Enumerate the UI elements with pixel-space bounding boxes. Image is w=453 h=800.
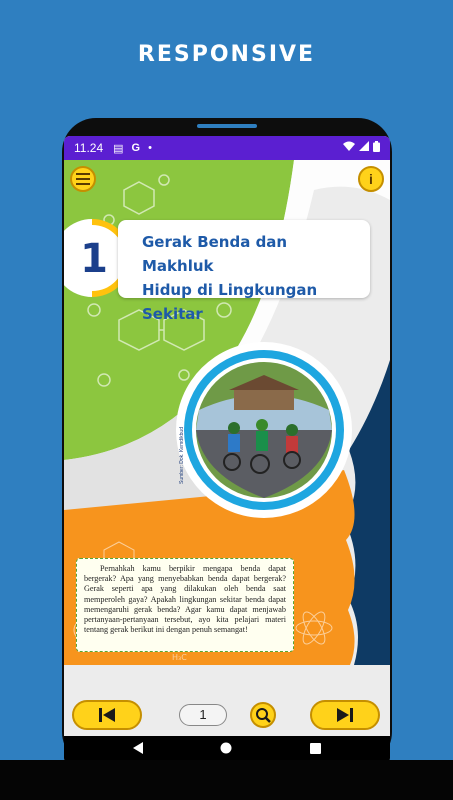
- back-icon[interactable]: [133, 741, 143, 759]
- chapter-title-card: [118, 220, 370, 323]
- g-icon: G: [131, 142, 141, 154]
- home-icon[interactable]: [220, 741, 232, 759]
- phone-speaker: [197, 124, 257, 128]
- skip-forward-icon: [336, 707, 354, 723]
- status-bar: [64, 136, 390, 160]
- menu-button[interactable]: [70, 166, 96, 192]
- status-time: 11.24: [74, 141, 104, 155]
- menu-icon: [76, 173, 90, 185]
- chapter-title-line2: Hidup di Lingkungan Sekitar: [142, 281, 318, 323]
- recents-icon[interactable]: [310, 741, 321, 759]
- signal-icon: [359, 141, 369, 155]
- intro-text-box: Pernahkah kamu berpikir mengapa benda dapat bergerak? Apa yang menyebabkan benda dapat bergerak? Gerak seperti apa yang dilakukan oleh benda saat memperoleh gaya? Apakah lingkungan sekitar benda dapat memengaruhi gerak benda? Agar kamu dapat menjawab pertanyaan-pertanyaan tersebut, ayo kita pelajari materi tentang gerak berikut ini dengan penuh semangat!: [76, 558, 294, 652]
- notes-icon: ▤: [113, 142, 124, 155]
- search-icon: [252, 704, 274, 726]
- book-page: [64, 160, 390, 692]
- dot-icon: •: [148, 142, 152, 154]
- battery-icon: [373, 141, 380, 155]
- previous-page-button[interactable]: [72, 700, 142, 730]
- phone-screen: [64, 136, 390, 764]
- wifi-icon: [343, 141, 355, 155]
- svg-text:H₃C: H₃C: [172, 653, 187, 662]
- info-icon: i: [369, 171, 373, 187]
- chapter-number: 1: [80, 236, 108, 282]
- page-heading: RESPONSIVE: [137, 42, 316, 67]
- info-button[interactable]: [358, 166, 384, 192]
- skip-back-icon: [98, 707, 116, 723]
- next-page-button[interactable]: [310, 700, 380, 730]
- bottom-toolbar: [64, 692, 390, 736]
- search-button[interactable]: [250, 702, 276, 728]
- bottom-strip: [0, 760, 453, 800]
- photo-credit: Sumber: Dok. Kemdikbud: [179, 427, 185, 484]
- chapter-title-line1: Gerak Benda dan Makhluk: [142, 233, 288, 275]
- page-number-field[interactable]: 1: [179, 704, 227, 726]
